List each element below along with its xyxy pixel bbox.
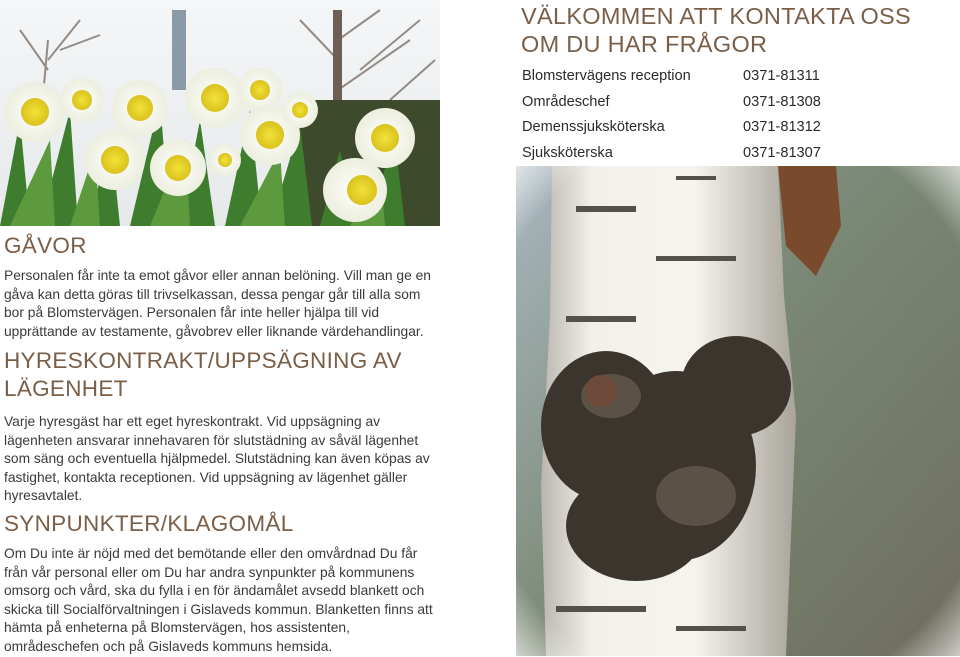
- contact-row: [522, 90, 942, 116]
- contact-heading: VÄLKOMMEN ATT KONTAKTA OSS OM DU HAR FRÅGOR: [521, 3, 911, 57]
- daffodils-photo: [0, 0, 440, 226]
- gifts-section: [4, 232, 444, 341]
- contact-row: [522, 64, 942, 90]
- feedback-heading: SYNPUNKTER/KLAGOMÅL: [4, 511, 294, 536]
- birch-trunk-photo: [516, 166, 960, 656]
- feedback-body: Om Du inte är nöjd med det bemötande eller den omvårdnad Du får från vår personal eller om Du har andra synpunkter på kommunens omsorg och vård, ska du fylla i en för ändamålet avsedd blankett och skicka till Socialförvaltningen i Gislaveds kommun. Blanketten finns att hämta på enheterna på Blomstervägen, hos assistenten, områdeschefen och på Gislaveds kommuns hemsida.: [4, 546, 433, 654]
- contact-phone: 0371-81311: [743, 68, 820, 84]
- contact-row: [522, 141, 942, 167]
- contact-row: [522, 115, 942, 141]
- contact-phone: 0371-81307: [743, 144, 821, 161]
- contact-role: Blomstervägens reception: [522, 68, 691, 84]
- contact-role: Demenssjuksköterska: [522, 119, 665, 136]
- lease-heading: HYRESKONTRAKT/UPPSÄGNING AV LÄGENHET: [4, 348, 402, 401]
- feedback-section: [4, 510, 444, 657]
- contact-list: [522, 64, 942, 166]
- contact-role: Sjuksköterska: [522, 144, 613, 161]
- contact-phone: 0371-81308: [743, 93, 821, 110]
- contact-role: Områdeschef: [522, 93, 610, 110]
- gifts-body: Personalen får inte ta emot gåvor eller annan belöning. Vill man ge en gåva kan detta göras till trivselkassan, dessa pengar går till alla som bor på Blomstervägen. Personalen får inte heller hjälpa till vid upprättande av testamente, gåvobrev eller liknande värdehandlingar.: [4, 268, 431, 339]
- lease-body: Varje hyresgäst har ett eget hyreskontrakt. Vid uppsägning av lägenheten ansvarar innehavaren för slutstädning av såväl lägenhet som säng och eventuella hjälpmedel. Slutstädning kan även köpas av fastighet, kontakta receptionen. Vid uppsägning av lägenhet gäller hyresavtalet.: [4, 414, 430, 504]
- gifts-heading: GÅVOR: [4, 233, 87, 258]
- lease-section: [4, 347, 444, 506]
- contact-phone: 0371-81312: [743, 119, 821, 136]
